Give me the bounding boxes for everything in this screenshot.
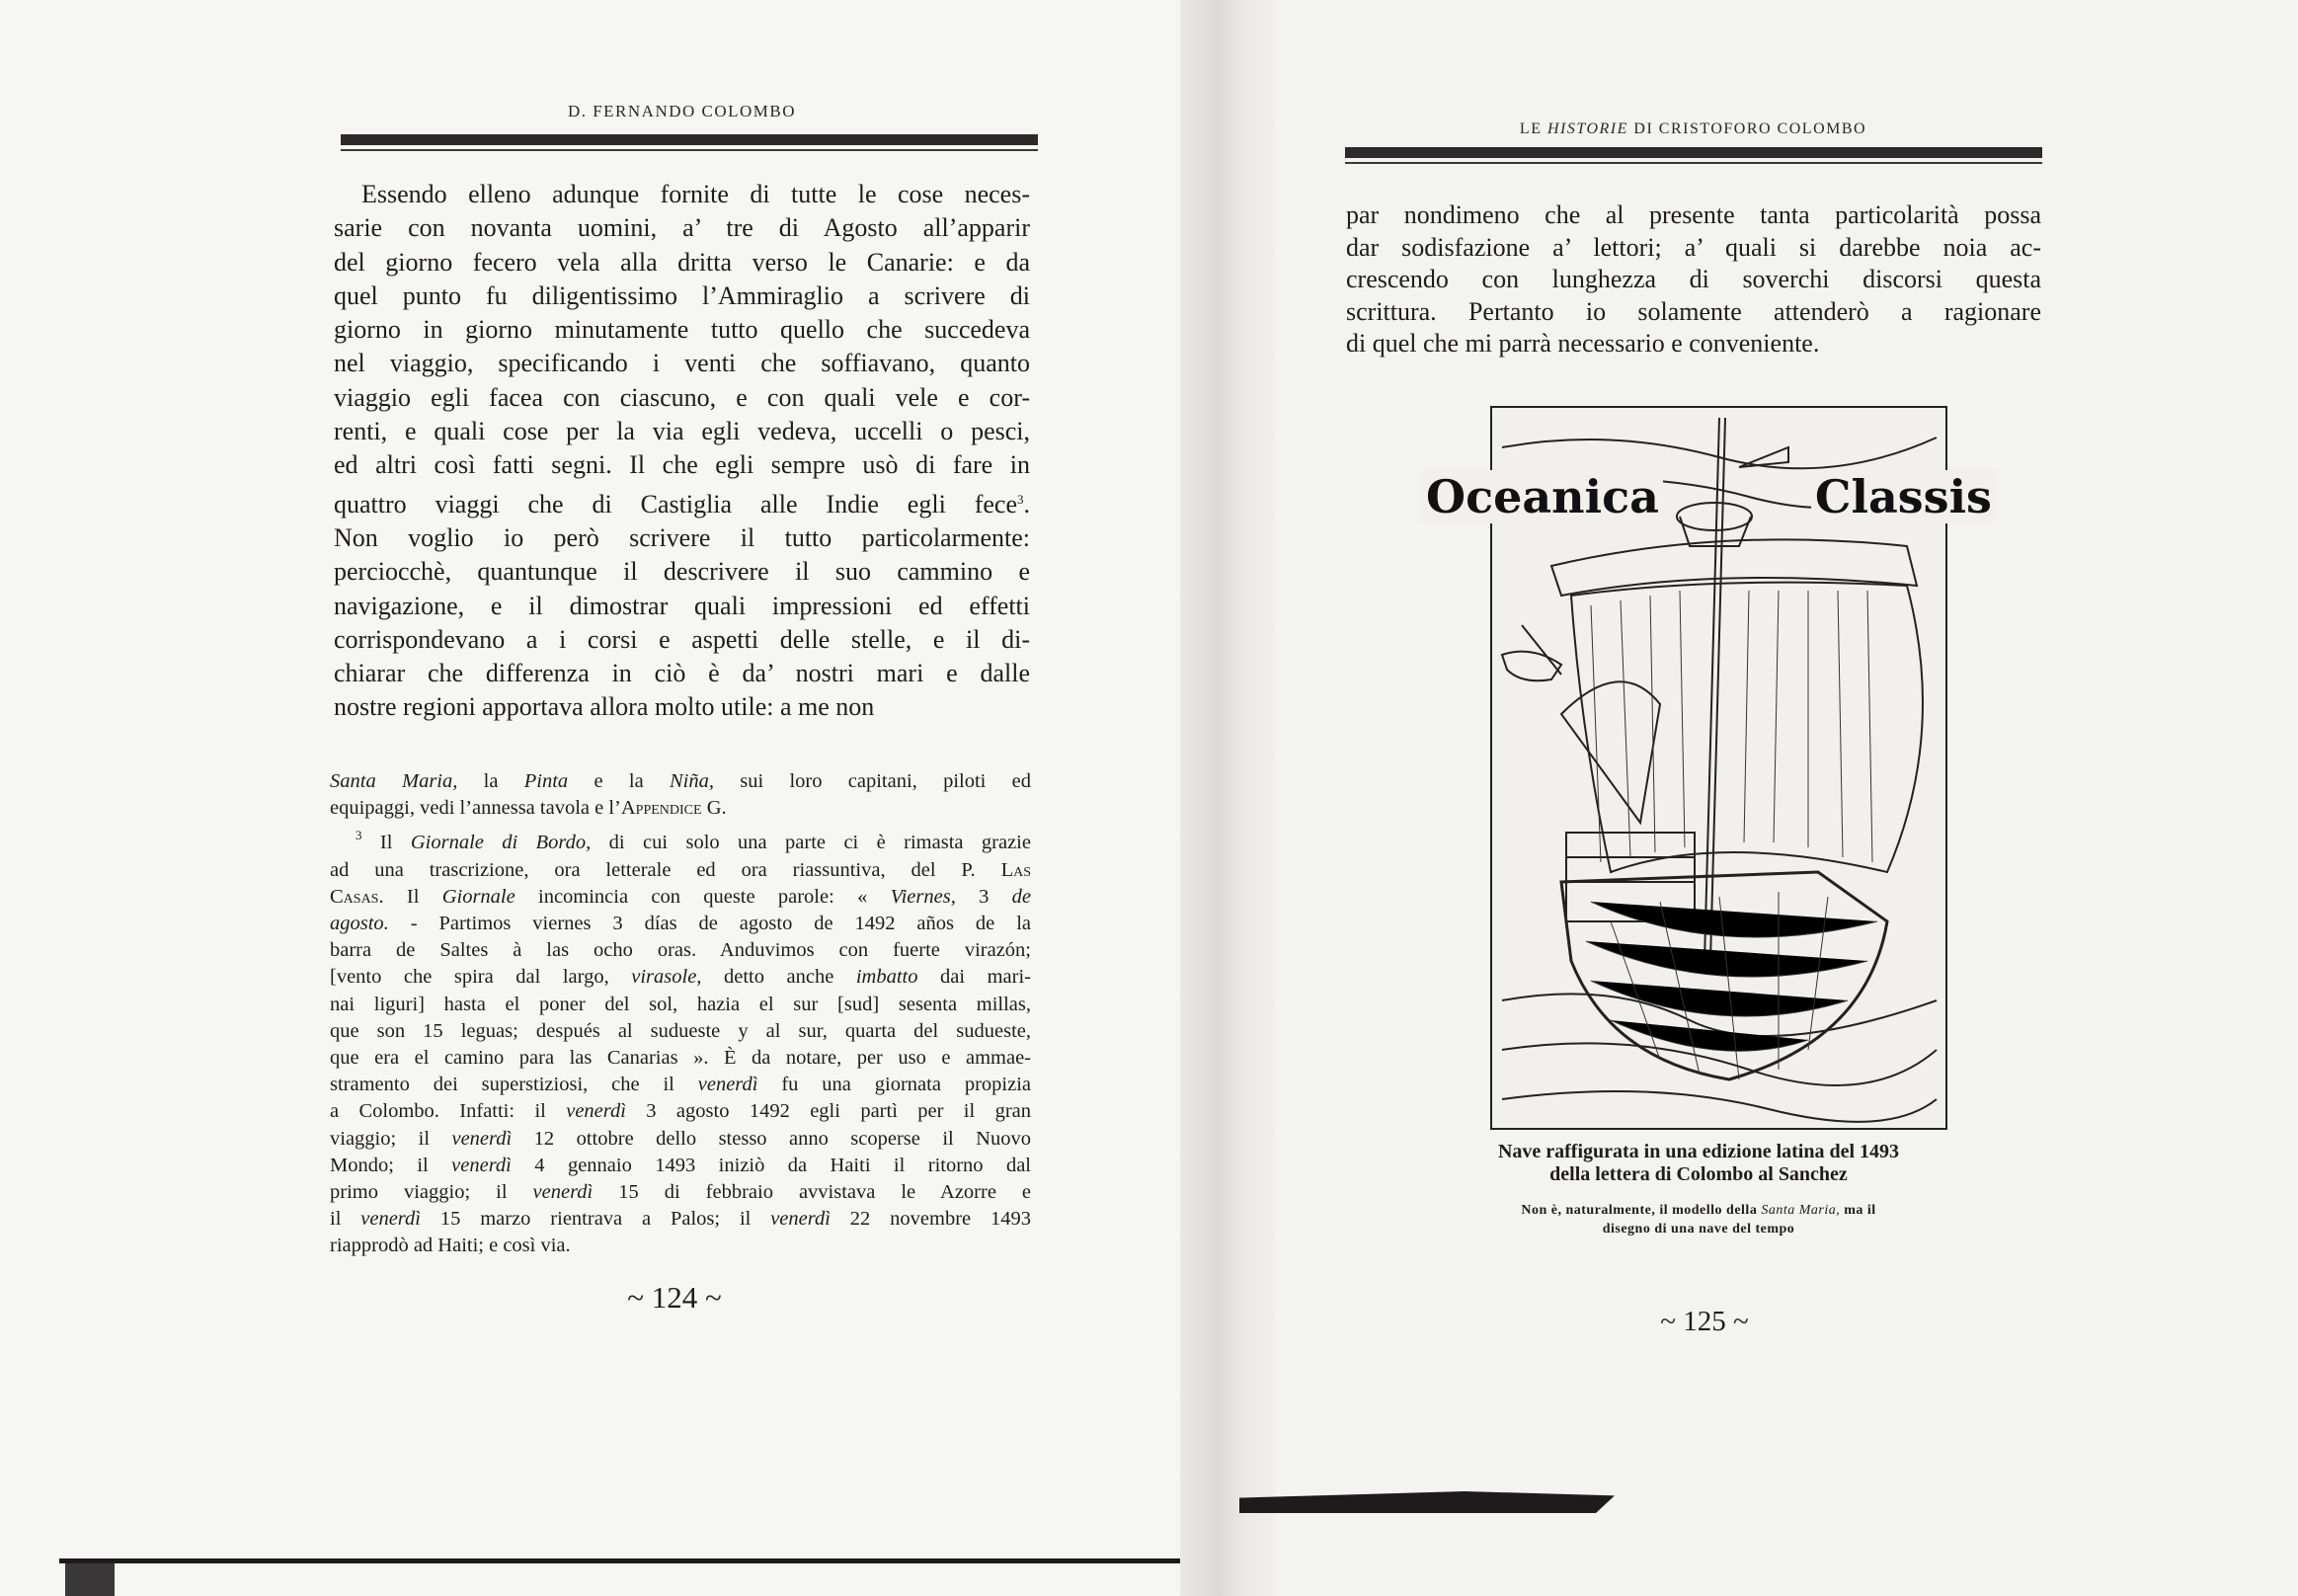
running-head-part: DI CRISTOFORO COLOMBO	[1627, 120, 1867, 137]
note-part: ma il	[1840, 1203, 1876, 1218]
text-line	[1346, 232, 2041, 265]
text-segment: 15 marzo rientrava a Palos; il	[420, 1208, 771, 1231]
text-segment: que era el camino para las Canarias ». È da notare, per uso e ammae-	[330, 1047, 1031, 1070]
text-segment: ed altri così fatti segni. Il che egli sempre usò di fare in	[334, 450, 1030, 480]
text-line	[330, 937, 1031, 964]
text-line	[334, 178, 1030, 211]
text-segment: viaggio egli facea con ciascuno, e con quali vele e cor-	[334, 382, 1030, 412]
text-segment: 3	[955, 885, 1012, 908]
text-segment: barra de Saltes à las ocho oras. Anduvimos con fuerte virazón;	[330, 939, 1031, 962]
text-line	[330, 1126, 1031, 1153]
text-segment: renti, e quali cose per la via egli vedeva, uccelli o pesci,	[334, 417, 1030, 446]
text-line	[1346, 264, 2041, 296]
text-segment: que son 15 leguas; después al sudueste y al sur, quarta del sudueste,	[330, 1019, 1031, 1042]
text-line	[334, 211, 1030, 245]
text-segment: detto anche	[701, 966, 856, 989]
text-line	[334, 690, 1030, 724]
scan-edge	[65, 1563, 115, 1596]
text-segment: virasole,	[631, 966, 702, 989]
text-line	[330, 1153, 1031, 1179]
figure-caption	[1422, 1141, 1975, 1186]
text-segment: Santa Maria,	[330, 770, 458, 792]
text-line	[334, 555, 1030, 589]
text-line	[330, 768, 1031, 795]
text-segment: imbatto	[855, 966, 918, 989]
text-line	[330, 1072, 1031, 1098]
text-segment: Las	[1000, 858, 1031, 881]
running-head: D. FERNANDO COLOMBO	[567, 102, 797, 120]
running-head	[1345, 120, 2041, 138]
text-line	[330, 1179, 1031, 1206]
text-segment: Giornale di Bordo,	[410, 832, 592, 854]
text-line	[330, 857, 1031, 884]
text-segment: 3 agosto 1492 egli partì per il gran	[625, 1100, 1031, 1123]
text-segment: riapprodò ad Haiti; e così via.	[330, 1235, 571, 1257]
text-segment: Appendice	[620, 797, 702, 820]
text-segment: la	[457, 770, 524, 792]
text-segment: de	[1011, 885, 1032, 908]
text-segment: stramento dei superstiziosi, che il	[330, 1074, 698, 1096]
text-segment: del giorno fecero vela alla dritta verso le Canarie: e da	[334, 247, 1030, 277]
text-segment: il	[330, 1208, 361, 1231]
text-segment: venerdì	[451, 1154, 512, 1176]
page-number: ~ 125 ~	[1660, 1306, 1749, 1337]
text-segment: dai mari-	[917, 966, 1031, 989]
text-segment: agosto.	[330, 913, 389, 935]
caption-line: della lettera di Colombo al Sanchez	[1549, 1163, 1848, 1185]
text-segment: - Partimos viernes 3 días de agosto de 1492 años de la	[388, 913, 1031, 935]
text-line	[334, 381, 1030, 415]
text-line	[330, 1045, 1031, 1072]
text-line	[334, 347, 1030, 380]
text-line	[330, 964, 1031, 991]
text-line	[330, 1233, 1031, 1259]
text-segment: Pinta	[523, 770, 569, 792]
scan-edge	[59, 1558, 1180, 1563]
header-rule	[341, 134, 1038, 151]
text-segment: Giornale	[441, 885, 515, 908]
text-segment: 12 ottobre dello stesso anno scoperse il Nuovo	[512, 1127, 1031, 1150]
note-part: Non è, naturalmente, il modello della	[1521, 1203, 1762, 1218]
text-line	[1346, 328, 2041, 360]
text-segment: par nondimeno che al presente tanta particolarità possa	[1346, 200, 2041, 229]
text-segment: equipaggi, vedi l’annessa tavola e l’	[330, 797, 621, 820]
text-segment: primo viaggio; il	[330, 1181, 533, 1204]
page-number: ~ 124 ~	[627, 1280, 722, 1315]
text-segment: venerdì	[532, 1181, 594, 1204]
text-segment: Niña,	[669, 770, 714, 792]
text-segment: nostre regioni apportava allora molto utile: a me non	[334, 692, 875, 722]
text-line	[334, 483, 1030, 521]
note-line	[1422, 1201, 1975, 1220]
text-segment: dar sodisfazione a’ lettori; a’ quali si darebbe noia ac-	[1346, 232, 2041, 262]
text-segment: venerdì	[451, 1127, 513, 1150]
caption-line: Nave raffigurata in una edizione latina del 1493	[1497, 1141, 1900, 1162]
text-segment: giorno in giorno minutamente tutto quello che succedeva	[334, 315, 1030, 345]
text-segment: e la	[568, 770, 670, 792]
text-line	[330, 1018, 1031, 1045]
text-segment: di quel che mi parrà necessario e conveniente.	[1346, 329, 1820, 358]
text-segment: Viernes,	[890, 885, 956, 908]
text-segment: venerdì	[697, 1074, 758, 1096]
text-line	[334, 521, 1030, 555]
text-segment: di cui solo una parte ci è rimasta grazie	[591, 832, 1031, 854]
text-segment: chiarar che differenza in ciò è da’ nostri mari e dalle	[334, 659, 1030, 688]
text-segment: Non voglio io però scrivere il tutto particolarmente:	[334, 522, 1030, 552]
text-segment: 22 novembre 1493	[830, 1208, 1031, 1231]
figure-title-right: Classis	[1811, 470, 1996, 523]
text-line	[334, 246, 1030, 279]
text-segment: incomincia con queste parole: «	[515, 885, 891, 908]
text-line	[330, 992, 1031, 1018]
text-segment: viaggio; il	[330, 1127, 452, 1150]
text-segment: Essendo elleno adunque fornite di tutte le cose neces-	[361, 180, 1030, 208]
text-segment: a Colombo. Infatti: il	[330, 1100, 567, 1123]
running-head-part: LE	[1519, 120, 1547, 137]
text-segment: sarie con novanta uomini, a’ tre di Agosto all’apparir	[334, 213, 1030, 243]
text-segment: 4 gennaio 1493 iniziò da Haiti il ritorno dal	[511, 1154, 1031, 1176]
text-segment: perciocchè, quantunque il descrivere il suo cammino e	[334, 557, 1030, 587]
text-segment: G.	[701, 797, 727, 820]
text-segment: Casas	[330, 885, 379, 908]
text-line	[334, 313, 1030, 347]
text-segment: nel viaggio, specificando i venti che soffiavano, quanto	[334, 349, 1030, 378]
main-text	[334, 178, 1030, 725]
text-line	[334, 623, 1030, 657]
note-line: disegno di una nave del tempo	[1602, 1222, 1795, 1237]
text-segment: navigazione, e il dimostrar quali impressioni ed effetti	[334, 591, 1030, 620]
text-segment: corrispondevano a i corsi e aspetti delle stelle, e il di-	[334, 624, 1030, 654]
text-segment: venerdì	[360, 1208, 421, 1231]
text-segment: quattro viaggi che di Castiglia alle Indie egli fece	[334, 489, 1017, 519]
text-segment: sui loro capitani, piloti ed	[713, 770, 1032, 792]
text-segment: crescendo con lunghezza di soverchi discorsi questa	[1346, 265, 2041, 293]
text-segment: . Il	[378, 885, 442, 908]
footnote-marker: 3	[1017, 491, 1024, 507]
book-gutter	[1180, 0, 1275, 1596]
text-line	[330, 911, 1031, 937]
text-line	[330, 884, 1031, 911]
main-text	[1346, 200, 2041, 360]
text-line	[1346, 296, 2041, 329]
text-line	[330, 1206, 1031, 1233]
text-segment: quel punto fu diligentissimo l’Ammiraglio a scrivere di	[334, 280, 1030, 310]
text-line	[334, 448, 1030, 482]
text-segment: Mondo; il	[330, 1154, 452, 1176]
text-segment: .	[1023, 489, 1030, 519]
text-line	[1346, 200, 2041, 232]
running-head-part: HISTORIE	[1546, 120, 1628, 137]
text-segment: ad una trascrizione, ora letterale ed ora riassuntiva, del P.	[330, 858, 1001, 881]
text-segment: 15 di febbraio avvistava le Azorre e	[593, 1181, 1032, 1204]
figure-title	[1422, 470, 1992, 523]
text-segment: [vento che spira dal largo,	[330, 966, 632, 989]
text-segment: fu una giornata propizia	[757, 1074, 1031, 1096]
text-segment: venerdì	[770, 1208, 831, 1231]
text-line	[334, 590, 1030, 623]
figure-note	[1422, 1201, 1975, 1238]
note-part: Santa Maria,	[1761, 1203, 1841, 1218]
text-segment: venerdì	[566, 1100, 626, 1123]
text-line	[334, 279, 1030, 313]
header-rule	[1345, 147, 2042, 164]
text-line	[330, 795, 1031, 822]
text-segment: nai liguri] hasta el poner del sol, hazia el sur [sud] sesenta millas,	[330, 993, 1031, 1015]
footnotes	[330, 768, 1031, 1260]
text-line	[334, 415, 1030, 448]
text-segment: scrittura. Pertanto io solamente attenderò a ragionare	[1346, 296, 2041, 326]
text-line	[330, 822, 1031, 856]
figure-title-left: Oceanica	[1422, 470, 1663, 523]
footnote-marker: 3	[356, 828, 362, 843]
text-line	[334, 657, 1030, 690]
text-segment: Il	[361, 832, 411, 854]
text-line	[330, 1098, 1031, 1125]
